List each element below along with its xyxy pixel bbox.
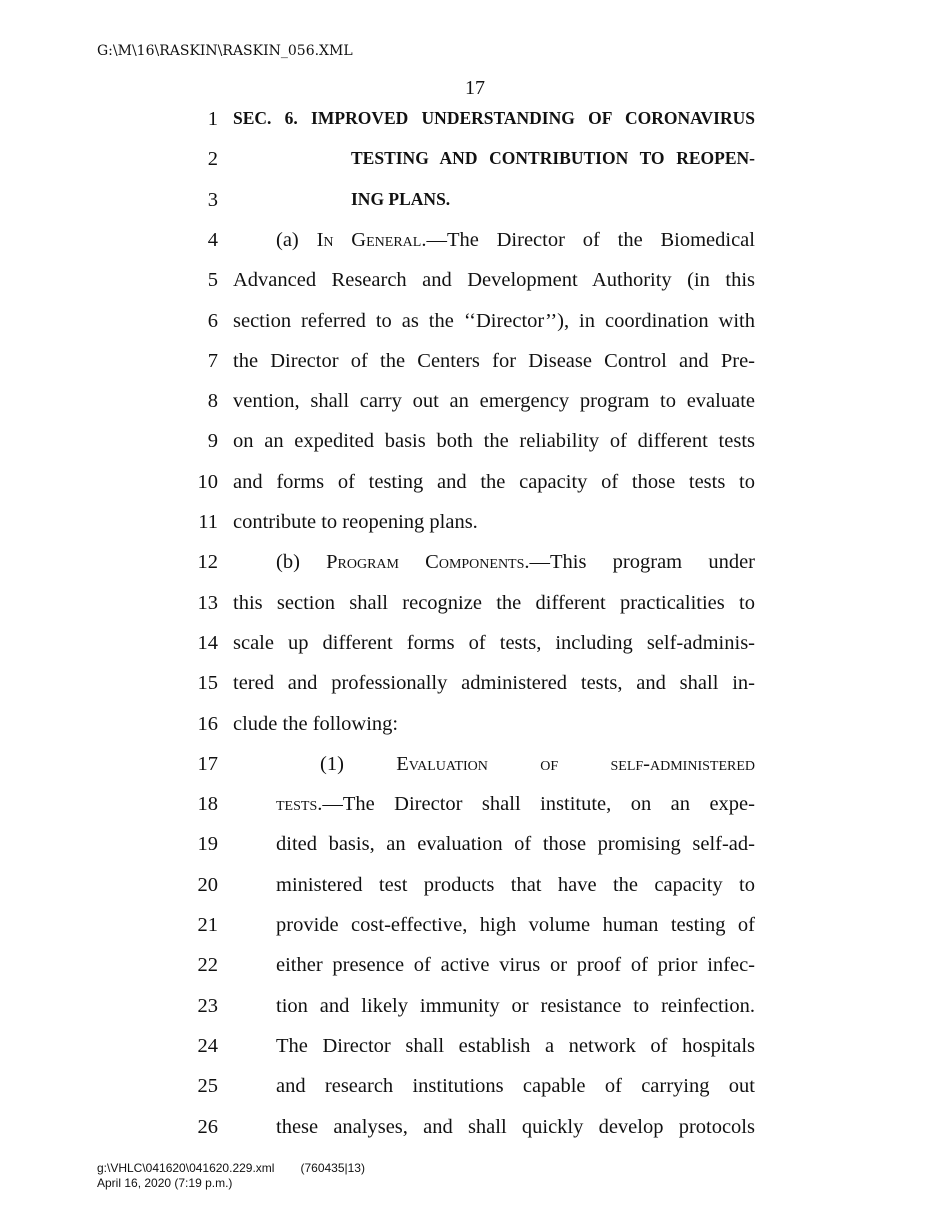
text-line xyxy=(0,592,950,632)
text-run: tion and likely immunity or resistance to reinfection. xyxy=(276,994,755,1017)
line-text xyxy=(351,148,755,169)
text-line xyxy=(0,269,950,309)
line-text xyxy=(233,471,755,494)
footer-file-info xyxy=(97,1161,365,1175)
text-line xyxy=(0,350,950,390)
text-run: either presence of active virus or proof of prior infec- xyxy=(276,954,755,977)
small-caps-heading: Program Components xyxy=(326,551,525,574)
line-number: 6 xyxy=(207,309,218,332)
text-line xyxy=(0,390,950,430)
line-text xyxy=(276,551,755,574)
line-number: 2 xyxy=(207,148,218,171)
line-text xyxy=(233,632,755,655)
line-text xyxy=(233,350,755,373)
text-run: The Director shall establish a network of hospitals xyxy=(276,1034,755,1057)
line-text xyxy=(276,954,755,977)
text-line xyxy=(0,954,950,994)
footer-date: April 16, 2020 (7:19 p.m.) xyxy=(97,1176,233,1190)
line-text xyxy=(233,390,755,413)
line-number: 4 xyxy=(207,228,218,251)
text-line xyxy=(0,1035,950,1075)
line-number: 1 xyxy=(207,108,218,130)
line-text xyxy=(276,1116,755,1139)
line-number: 16 xyxy=(197,712,218,735)
text-line xyxy=(0,310,950,350)
text-run: dited basis, an evaluation of those promising self-ad- xyxy=(276,833,755,856)
line-text xyxy=(276,1035,755,1058)
text-run: this section shall recognize the different practicalities to xyxy=(233,591,755,614)
text-run: contribute to reopening plans. xyxy=(233,511,478,533)
line-number: 18 xyxy=(197,793,218,816)
text-line xyxy=(0,793,950,833)
text-line xyxy=(0,874,950,914)
line-number: 14 xyxy=(197,631,218,654)
text-line xyxy=(0,672,950,712)
text-run: ING PLANS. xyxy=(351,188,451,209)
line-text xyxy=(276,914,755,937)
text-line xyxy=(0,833,950,873)
text-line xyxy=(0,1116,950,1156)
line-text xyxy=(233,430,755,453)
line-number: 9 xyxy=(207,430,218,453)
line-text xyxy=(276,229,755,252)
line-text xyxy=(276,793,755,816)
text-run: TESTING AND CONTRIBUTION TO REOPEN- xyxy=(351,148,755,169)
line-number: 20 xyxy=(197,873,218,896)
line-text xyxy=(276,1075,755,1098)
line-text xyxy=(233,310,755,333)
line-number: 13 xyxy=(197,591,218,614)
text-run: scale up different forms of tests, including self-adminis- xyxy=(233,631,755,654)
line-text xyxy=(276,874,755,897)
text-run: .—This program under xyxy=(524,551,755,574)
line-text xyxy=(233,511,478,534)
small-caps-heading: In General xyxy=(316,228,422,251)
line-number: 22 xyxy=(197,954,218,977)
line-text xyxy=(233,269,755,292)
line-number: 11 xyxy=(198,511,218,533)
footer-file: g:\VHLC\041620\041620.229.xml xyxy=(97,1161,275,1175)
text-line xyxy=(0,551,950,591)
line-number: 24 xyxy=(197,1034,218,1057)
line-text xyxy=(320,753,755,776)
text-line xyxy=(0,914,950,954)
line-number: 23 xyxy=(197,994,218,1017)
text-line xyxy=(0,995,950,1035)
text-run: on an expedited basis both the reliability of different tests xyxy=(233,430,755,453)
line-text xyxy=(233,672,755,695)
text-run: SEC. 6. IMPROVED UNDERSTANDING OF CORONAVIRUS xyxy=(233,108,755,128)
line-number: 15 xyxy=(197,672,218,695)
small-caps-heading: Evaluation of self-administered xyxy=(396,752,755,775)
text-run: provide cost-effective, high volume human testing of xyxy=(276,914,755,936)
text-line xyxy=(0,108,950,148)
text-run: (b) xyxy=(276,551,327,574)
text-run: vention, shall carry out an emergency program to evaluate xyxy=(233,390,755,413)
line-number: 7 xyxy=(207,349,218,372)
text-run: Advanced Research and Development Authority (in this xyxy=(233,269,755,292)
text-run: .—The Director of the Biomedical xyxy=(421,228,755,251)
line-number: 17 xyxy=(197,752,218,775)
text-line xyxy=(0,430,950,470)
text-run: ministered test products that have the capacity to xyxy=(276,873,755,896)
text-line xyxy=(0,229,950,269)
line-text xyxy=(233,713,398,736)
line-text xyxy=(351,189,450,210)
line-text xyxy=(276,833,755,856)
line-number: 8 xyxy=(207,390,218,413)
text-line xyxy=(0,148,950,188)
line-text xyxy=(233,592,755,615)
line-number: 12 xyxy=(197,551,218,574)
small-caps-heading: tests xyxy=(276,793,318,816)
page-number: 17 xyxy=(465,77,485,99)
text-run: .—The Director shall institute, on an expe- xyxy=(317,793,755,816)
line-text xyxy=(276,995,755,1018)
line-number: 19 xyxy=(197,833,218,856)
text-run: section referred to as the ‘‘Director’’), in coordination with xyxy=(233,309,755,332)
text-line xyxy=(0,511,950,551)
text-line xyxy=(0,189,950,229)
text-line xyxy=(0,1075,950,1115)
footer-code: (760435|13) xyxy=(300,1161,365,1175)
file-path-header: G:\M\16\RASKIN\RASKIN_056.XML xyxy=(97,43,353,59)
line-number: 21 xyxy=(197,914,218,936)
text-run: and research institutions capable of carrying out xyxy=(276,1075,755,1098)
text-line xyxy=(0,753,950,793)
text-line xyxy=(0,632,950,672)
text-run: (a) xyxy=(276,228,317,251)
line-number: 26 xyxy=(197,1115,218,1138)
line-number: 3 xyxy=(207,188,218,211)
line-number: 25 xyxy=(197,1075,218,1098)
text-run: (1) xyxy=(320,752,397,775)
line-number: 10 xyxy=(197,470,218,493)
text-run: the Director of the Centers for Disease Control and Pre- xyxy=(233,349,755,372)
text-run: these analyses, and shall quickly develop protocols xyxy=(276,1115,755,1138)
text-line xyxy=(0,471,950,511)
text-run: tered and professionally administered tests, and shall in- xyxy=(233,672,755,695)
text-run: and forms of testing and the capacity of those tests to xyxy=(233,470,755,493)
text-line xyxy=(0,713,950,753)
line-number: 5 xyxy=(207,269,218,292)
text-run: clude the following: xyxy=(233,712,399,735)
line-text xyxy=(233,108,755,129)
